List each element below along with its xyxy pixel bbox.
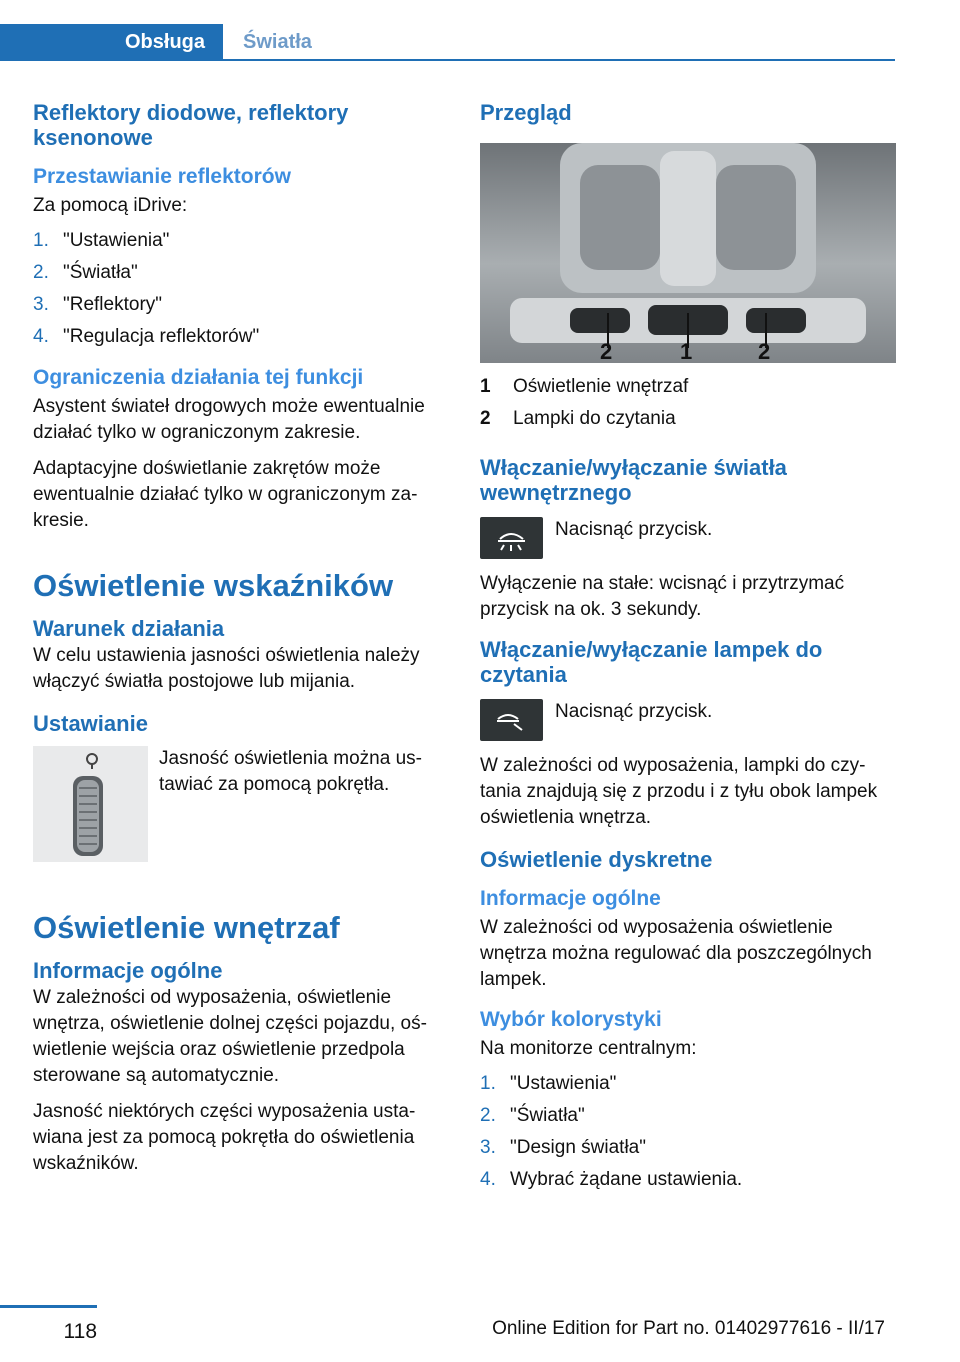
text-idrive: Za pomocą iDrive: bbox=[33, 195, 188, 216]
tab-obsluga[interactable]: Obsługa bbox=[0, 24, 223, 61]
text-warunek: W celu ustawienia jasności oświetlenia należy włączyć światła postojowe lub mijania. bbox=[33, 645, 420, 692]
text-info-2: Jasność niektórych części wyposażenia ustawiana jest za pomocą pokrętła do oświetlenia wskaźników. bbox=[33, 1101, 416, 1174]
step-number: 2. bbox=[33, 262, 49, 283]
step-text: "Ustawienia" bbox=[510, 1073, 617, 1094]
interior-light-icon bbox=[480, 517, 543, 559]
reading-light-button-image bbox=[480, 699, 543, 741]
ustawianie-row bbox=[33, 746, 448, 862]
list-item bbox=[480, 1100, 896, 1132]
steps-list-right bbox=[480, 1068, 896, 1196]
heading-oswietlenie-wskaznikow: Oświetlenie wskaźników bbox=[33, 568, 394, 603]
callout-2-left: 2 bbox=[600, 339, 613, 363]
heading-wlacz-lampek: Włączanie/wyłączanie lampek do czytania bbox=[480, 637, 823, 687]
legend-item bbox=[480, 371, 896, 403]
step-number: 2. bbox=[480, 1105, 496, 1126]
text-ograniczenia-1: Asystent świateł drogowych może ewentualnie działać tylko w ograniczonym zakresie. bbox=[33, 396, 425, 443]
legend-key: 1 bbox=[480, 376, 491, 397]
step-text: Wybrać żądane ustawienia. bbox=[510, 1169, 743, 1190]
right-column bbox=[480, 100, 896, 1208]
footer-edition: Online Edition for Part no. 01402977616 - II/17 bbox=[492, 1318, 885, 1339]
step-text: "Regulacja reflektorów" bbox=[63, 326, 260, 347]
step-number: 4. bbox=[33, 326, 49, 347]
heading-reflektory: Reflektory diodowe, reflektory ksenonowe bbox=[33, 100, 349, 150]
list-item bbox=[33, 257, 448, 289]
text-nacisnac-2: Nacisnąć przycisk. bbox=[555, 701, 713, 722]
heading-kolor: Wybór kolorystyki bbox=[480, 1008, 662, 1031]
step-number: 4. bbox=[480, 1169, 496, 1190]
steps-list-left bbox=[33, 225, 448, 353]
list-item bbox=[33, 321, 448, 353]
left-column bbox=[33, 100, 448, 1187]
heading-wlacz-wnetrze: Włączanie/wyłączanie światła wewnętrznego bbox=[480, 455, 787, 505]
dimmer-wheel-image bbox=[33, 746, 148, 862]
callout-1: 1 bbox=[680, 339, 693, 363]
legend-text: Lampki do czytania bbox=[513, 408, 676, 429]
list-item bbox=[33, 225, 448, 257]
text-lampki: W zależności od wyposażenia, lampki do czytania znajdują się z przodu i z tyłu obok lampek oświetlenia wnętrza. bbox=[480, 755, 878, 828]
text-nacisnac-1: Nacisnąć przycisk. bbox=[555, 519, 713, 540]
step-text: "Design światła" bbox=[510, 1137, 646, 1158]
legend-item bbox=[480, 403, 896, 435]
heading-info-right: Informacje ogólne bbox=[480, 887, 661, 910]
reading-light-icon bbox=[480, 699, 543, 741]
header-tabs bbox=[0, 24, 960, 61]
page-number: 118 bbox=[0, 1305, 97, 1344]
heading-przeglad: Przegląd bbox=[480, 100, 572, 125]
header-rule bbox=[223, 59, 895, 61]
heading-przestawianie: Przestawianie reflektorów bbox=[33, 165, 291, 188]
step-number: 3. bbox=[33, 294, 49, 315]
button-row-reading bbox=[480, 699, 896, 741]
console-illustration bbox=[480, 143, 896, 363]
legend-key: 2 bbox=[480, 408, 491, 429]
heading-info-left: Informacje ogólne bbox=[33, 958, 223, 983]
text-ograniczenia-2: Adaptacyjne doświetlanie zakrętów może ewentualnie działać tylko w ograniczonym zakresie. bbox=[33, 458, 418, 531]
step-number: 1. bbox=[480, 1073, 496, 1094]
step-text: "Ustawienia" bbox=[63, 230, 170, 251]
button-row-interior bbox=[480, 517, 896, 559]
text-info-right: W zależności od wyposażenia oświetlenie wnętrza można regulować dla poszczególnych lampek. bbox=[480, 917, 872, 990]
list-item bbox=[480, 1068, 896, 1100]
list-item bbox=[480, 1164, 896, 1196]
overhead-console-photo bbox=[480, 143, 896, 363]
text-wylaczenie: Wyłączenie na stałe: wcisnąć i przytrzymać przycisk na ok. 3 sekundy. bbox=[480, 573, 845, 620]
heading-oswietlenie-wnetrza: Oświetlenie wnętrzaf bbox=[33, 910, 340, 945]
step-text: "Reflektory" bbox=[63, 294, 163, 315]
list-item bbox=[480, 1132, 896, 1164]
heading-warunek: Warunek działania bbox=[33, 616, 225, 641]
text-monitor: Na monitorze centralnym: bbox=[480, 1038, 697, 1059]
text-ustawianie: Jasność oświetlenia można ustawiać za pomocą pokrętła. bbox=[159, 748, 422, 795]
legend-text: Oświetlenie wnętrzaf bbox=[513, 376, 689, 397]
list-item bbox=[33, 289, 448, 321]
heading-ustawianie: Ustawianie bbox=[33, 711, 148, 736]
dimmer-wheel-icon bbox=[33, 746, 148, 862]
heading-dyskretne: Oświetlenie dyskretne bbox=[480, 847, 713, 872]
step-number: 1. bbox=[33, 230, 49, 251]
interior-light-button-image bbox=[480, 517, 543, 559]
text-info-1: W zależności od wyposażenia, oświetlenie wnętrza, oświetlenie dolnej części pojazdu, oświetlenie wejścia oraz oświetlenie przedpola sterowane są automatycznie. bbox=[33, 987, 427, 1086]
step-number: 3. bbox=[480, 1137, 496, 1158]
tab-swiatla[interactable]: Światła bbox=[243, 31, 312, 53]
callout-2-right: 2 bbox=[758, 339, 771, 363]
step-text: "Światła" bbox=[510, 1105, 585, 1126]
step-text: "Światła" bbox=[63, 262, 138, 283]
heading-ograniczenia: Ograniczenia działania tej funkcji bbox=[33, 366, 364, 389]
